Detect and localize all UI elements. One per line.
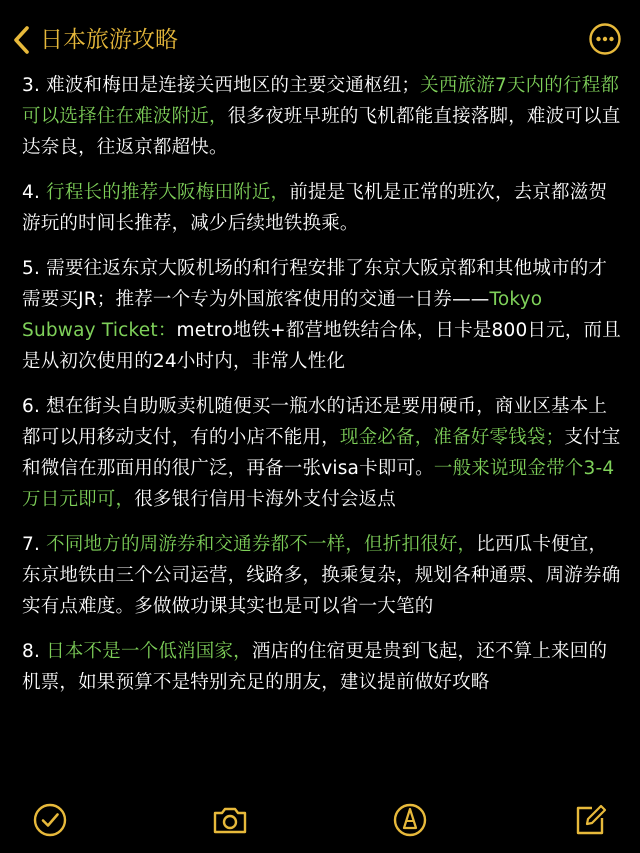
camera-icon: [210, 800, 250, 840]
chevron-left-icon: [12, 25, 30, 55]
pen-marker-icon: [390, 800, 430, 840]
note-body[interactable]: [22, 70, 622, 790]
highlighted-text: Tokyo Subway Ticket：: [22, 289, 543, 341]
navigation-bar: [0, 0, 640, 72]
back-button-label: 日本旅游攻略: [40, 27, 178, 53]
body-text: 6. 想在街头自助贩卖机随便买一瓶水的话还是要用硬币，商业区基本上都可以用移动支付，有的小店不能用，: [22, 396, 608, 448]
body-text: 5. 需要往返东京大阪机场的和行程安排了东京大阪京都和其他城市的才需要买JR；推荐一个专为外国旅客使用的交通一日券——: [22, 258, 608, 310]
more-button[interactable]: [588, 22, 622, 56]
highlighted-text: 一般来说现金带个3-4万日元即可，: [22, 458, 615, 510]
note-paragraph: [22, 253, 622, 377]
compose-icon: [570, 800, 610, 840]
highlighted-text: 现金必备，准备好零钱袋；: [339, 427, 565, 448]
highlighted-text: 关西旅游7天内的行程都可以选择住在难波附近，: [22, 75, 620, 127]
highlighted-text: 不同地方的周游券和交通券都不一样，但折扣很好，: [46, 534, 477, 555]
bottom-toolbar: [0, 790, 640, 853]
body-text: 7.: [22, 534, 47, 555]
body-text: 很多银行信用卡海外支付会返点: [134, 489, 397, 510]
note-paragraph: [22, 529, 622, 622]
highlighted-text: 日本不是一个低消国家，: [46, 641, 252, 662]
body-text: 8.: [22, 641, 47, 662]
note-paragraph: [22, 636, 622, 698]
ellipsis-circle-icon: [588, 22, 622, 56]
body-text: 3. 难波和梅田是连接关西地区的主要交通枢纽；: [22, 75, 421, 96]
body-text: metro地铁+都营地铁结合体，日卡是800日元，而且是从初次使用的24小时内，非常人性化: [22, 320, 621, 372]
note-paragraph: [22, 70, 622, 163]
body-text: 很多夜班早班的飞机都能直接落脚，难波可以直达奈良，往返京都超快。: [22, 106, 621, 158]
markup-button[interactable]: [390, 800, 430, 840]
body-text: 支付宝和微信在那面用的很广泛，再备一张visa卡即可。: [22, 427, 621, 479]
body-text: 酒店的住宿更是贵到飞起，还不算上来回的机票，如果预算不是特别充足的朋友，建议提前做好攻略: [22, 641, 608, 693]
checklist-icon: [30, 800, 70, 840]
body-text: 4.: [22, 182, 47, 203]
back-button[interactable]: [12, 20, 178, 60]
note-paragraph: [22, 177, 622, 239]
body-text: 比西瓜卡便宜，东京地铁由三个公司运营，线路多，换乘复杂，规划各种通票、周游券确实有点难度。多做做功课其实也是可以省一大笔的: [22, 534, 621, 617]
checklist-button[interactable]: [30, 800, 70, 840]
camera-button[interactable]: [210, 800, 250, 840]
highlighted-text: 行程长的推荐大阪梅田附近，: [46, 182, 290, 203]
note-paragraph: [22, 391, 622, 515]
compose-button[interactable]: [570, 800, 610, 840]
body-text: 前提是飞机是正常的班次，去京都滋贺游玩的时间长推荐，减少后续地铁换乘。: [22, 182, 608, 234]
